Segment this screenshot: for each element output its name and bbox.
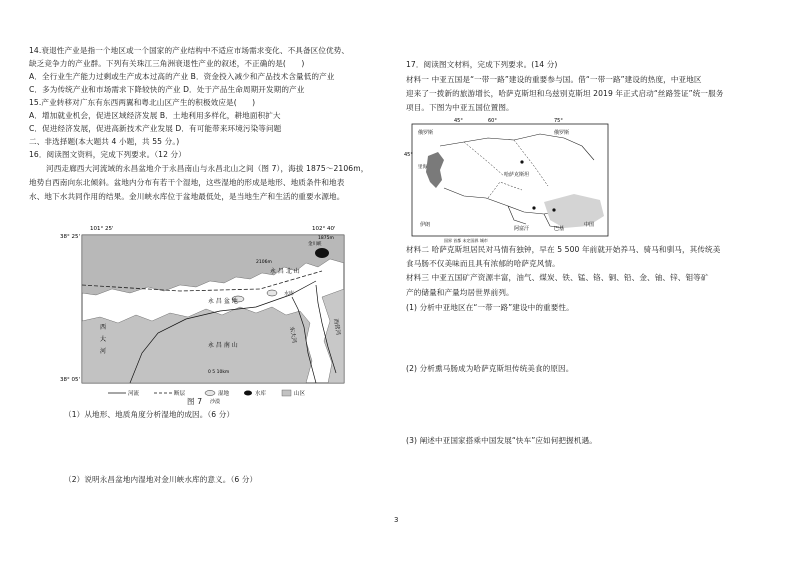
q16-stem: 16．阅读图文资料，完成下列要求。（12 分） xyxy=(29,150,186,159)
q17-sub3: (3) 阐述中亚国家搭乘中国发展“快车”应如何把握机遇。 xyxy=(406,436,597,445)
q16-material-line1: 河西走廊西大河流域的永昌盆地介于永昌南山与永昌北山之间（图 7），海拔 1875～2106m， xyxy=(46,164,369,173)
q16-sub1: （1）从地形、地质角度分析湿地的成因。（6 分） xyxy=(64,410,235,419)
legend-reservoir-symbol xyxy=(244,391,252,396)
ca-lat-45: 45° xyxy=(404,152,413,158)
q14-options-cd: C．多为传统产业和市场需求下降较快的产业 D．处于产品生命周期开发期的产业 xyxy=(29,85,305,94)
q17-stem: 17．阅读图文材料，完成下列要求。(14 分) xyxy=(406,60,558,69)
q17-material1-line3: 项目。下图为中亚五国位置图。 xyxy=(406,103,514,112)
q17-material2-line2: 食马肠不仅美味而且具有浓郁的哈萨克风情。 xyxy=(406,259,560,268)
figure7-map xyxy=(60,223,352,405)
q15-stem: 15.产业转移对广东有东西两翼和粤北山区产生的积极效应是( ) xyxy=(29,98,256,107)
legend-wetland-symbol xyxy=(205,391,215,396)
q16-material-line2: 地势自西南向东北倾斜。盆地内分布有若干个湿地，这些湿地的形成是地形、地质条件和地表 xyxy=(29,178,345,187)
q17-material1-line2: 迎来了一拨新的旅游增长，哈萨克斯坦和乌兹别克斯坦 2019 年正式启动“丝路签证”统一服务 xyxy=(406,89,724,98)
map-label-north-mountain: 永 昌 北 山 xyxy=(270,268,300,275)
map-label-xida-1: 西 xyxy=(100,324,107,331)
ca-label-china: 中国 xyxy=(584,222,595,228)
legend-wetland: 湿地 xyxy=(218,391,230,397)
map-label-elev2: 2106m xyxy=(256,260,272,265)
map-lon-left: 101° 25' xyxy=(90,226,114,232)
map-legend xyxy=(108,389,306,405)
capital-dot-2 xyxy=(532,206,535,209)
map-lat-top: 38° 25' xyxy=(60,234,81,240)
ca-lon-75: 75° xyxy=(554,118,563,124)
map-label-basin: 永 昌 盆 地 xyxy=(208,298,238,305)
legend-fault: 断层 xyxy=(174,391,186,397)
map-label-elev1: 1875m xyxy=(318,236,334,241)
map-label-xiying: 西营河 xyxy=(332,318,341,336)
q16-sub2: （2）说明永昌盆地内湿地对金川峡水库的意义。（6 分） xyxy=(64,475,258,484)
q15-options-ab: A．增加就业机会，促进区域经济发展 B．土地利用多样化，耕地面积扩大 xyxy=(29,111,281,120)
map-label-jinchuan: 金川峡 xyxy=(308,242,322,247)
ca-label-afghan: 阿富汗 xyxy=(514,226,530,232)
q14-stem-line2: 缺乏竞争力的产业群。下列有关珠江三角洲衰退性产业的叙述，不正确的是( ) xyxy=(29,59,305,68)
legend-mountain: 山区 xyxy=(294,391,306,397)
map-label-south-mountain: 永 昌 南 山 xyxy=(208,342,238,349)
ca-label-russia2: 俄罗斯 xyxy=(554,130,570,136)
legend-reservoir: 水库 xyxy=(255,391,267,397)
legend-mountain-symbol xyxy=(282,390,291,396)
reservoir-mark xyxy=(315,248,329,258)
ca-lon-60: 60° xyxy=(488,118,497,124)
ca-label-iran: 伊朗 xyxy=(420,222,431,228)
page-number: 3 xyxy=(394,516,399,524)
map-label-xida-3: 河 xyxy=(100,348,107,355)
q14-options-ab: A．全行业生产能力过剩或生产成本过高的产业 B．资金投入减少和产品技术含量低的产业 xyxy=(29,72,335,81)
wetland-2 xyxy=(267,290,277,296)
q17-material3-line1: 材料三 中亚五国矿产资源丰富，油气、煤炭、铁、锰、铬、铜、铅、金、铀、锌、钼等矿 xyxy=(406,273,709,282)
q17-sub1: (1) 分析中亚地区在“一带一路”建设中的重要性。 xyxy=(406,303,574,312)
map-lat-bottom: 38° 05' xyxy=(60,377,81,383)
central-asia-map xyxy=(404,116,614,244)
map-label-scale: 0 5 10km xyxy=(208,370,230,375)
capital-dot-1 xyxy=(520,160,523,163)
q15-options-cd: C．促进经济发展，促进高新技术产业发展 D．有可能带来环境污染等问题 xyxy=(29,124,282,133)
map-label-dongda: 东大河 xyxy=(288,326,297,344)
q17-sub2: (2) 分析熏马肠成为哈萨克斯坦传统美食的原因。 xyxy=(406,364,574,373)
ca-label-russia: 俄罗斯 xyxy=(418,130,434,136)
ca-lon-45: 45° xyxy=(454,118,463,124)
map-label-xida-2: 大 xyxy=(100,336,107,343)
legend-desert: 沙漠 xyxy=(210,399,221,405)
figure7-caption: 图 7 xyxy=(187,397,203,406)
q17-material1-line1: 材料一 中亚五国是“一带一路”建设的重要参与国。借“一带一路”建设的热度，中亚地区 xyxy=(406,75,702,84)
ca-legend: 国界 首都 未定国界 城市 xyxy=(444,238,488,243)
q17-material3-line2: 产的储量和产量均居世界前列。 xyxy=(406,288,514,297)
legend-river: 河流 xyxy=(128,391,140,397)
section-heading: 二、非选择题(本大题共 4 小题，共 55 分。) xyxy=(29,137,180,146)
map-label-reservoir: 水库 xyxy=(284,291,295,297)
map-lon-right: 102° 40' xyxy=(312,226,336,232)
q16-material-line3: 水、地下水共同作用的结果。金川峡水库位于盆地最低处，是当地生产和生活的重要水源地。 xyxy=(29,192,345,201)
capital-dot-3 xyxy=(552,208,555,211)
ca-label-pak: 巴基 xyxy=(554,226,565,232)
ca-label-caspian: 里海 xyxy=(418,165,427,170)
q14-stem-line1: 14.衰退性产业是指一个地区或一个国家的产业结构中不适应市场需求变化、不具备区位优势、 xyxy=(29,46,350,55)
q17-material2-line1: 材料二 哈萨克斯坦居民对马情有独钟，早在 5 500 年前就开始养马、骑马和驯马，其传统美 xyxy=(406,245,721,254)
ca-label-kazakh: 哈萨克斯坦 xyxy=(504,172,530,178)
